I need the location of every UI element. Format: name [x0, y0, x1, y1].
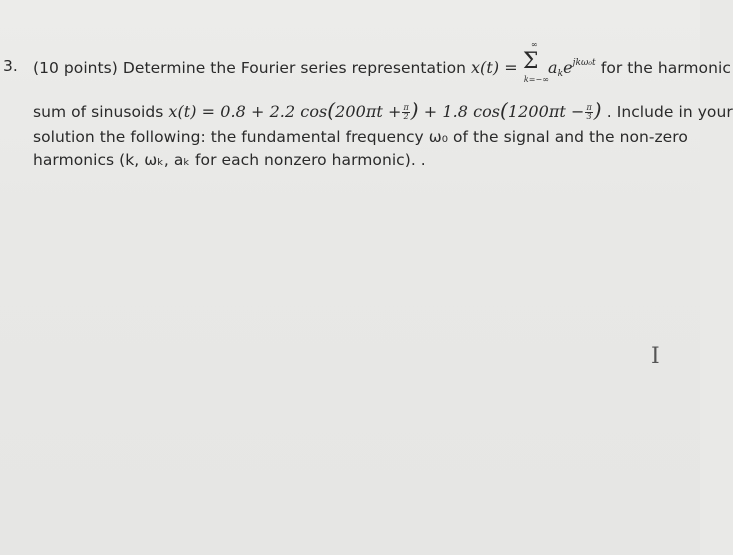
fraction-pi-over-2: $\frac{\pi}{2}$ — [403, 103, 409, 121]
problem-line-4: harmonics (k, ωₖ, aₖ for each nonzero harmonic). . — [33, 151, 426, 169]
series-lhs: x(t) = — [470, 58, 518, 77]
exp-base: e — [563, 58, 573, 77]
signal-arg2: 1200πt − — [507, 102, 585, 121]
summation-sign: Σ ∞ k=−∞ — [522, 40, 549, 84]
signal-lhs: x(t) = 0.8 + 2.2 cos — [168, 102, 328, 121]
problem-line-1-tail: for the harmonic — [600, 59, 731, 77]
problem-line-2 — [33, 98, 733, 122]
fourier-series-formula — [470, 40, 601, 84]
problem-line-1 — [33, 40, 731, 84]
coefficient-sub: k — [557, 69, 564, 79]
problem-line-2-tail: . Include in your — [606, 103, 733, 121]
coefficient-a: a — [547, 58, 558, 77]
problem-number: 3. — [3, 57, 18, 75]
problem-points: (10 points) — [33, 59, 118, 77]
fraction-pi-over-3: $\frac{\pi}{3}$ — [586, 103, 592, 121]
problem-line-2-lead: sum of sinusoids — [33, 103, 164, 121]
problem-line-3: solution the following: the fundamental frequency ω₀ of the signal and the non-zero — [33, 128, 688, 146]
sum-upper-limit: ∞ — [530, 40, 538, 49]
signal-mid: + 1.8 cos — [423, 102, 501, 121]
signal-arg1: 200πt + — [335, 102, 402, 121]
problem-line-1-text: Determine the Fourier series representation — [122, 59, 466, 77]
signal-formula: x(t) = 0.8 + 2.2 cos(200πt + $\frac{\pi}{2}$ ) + 1.8 cos(1200πt − $\frac{\pi}{3}$ ) — [168, 98, 602, 122]
exp-power: jkω₀t — [572, 58, 596, 68]
sum-lower-limit: k=−∞ — [523, 75, 549, 84]
text-cursor-icon: I — [651, 344, 660, 369]
